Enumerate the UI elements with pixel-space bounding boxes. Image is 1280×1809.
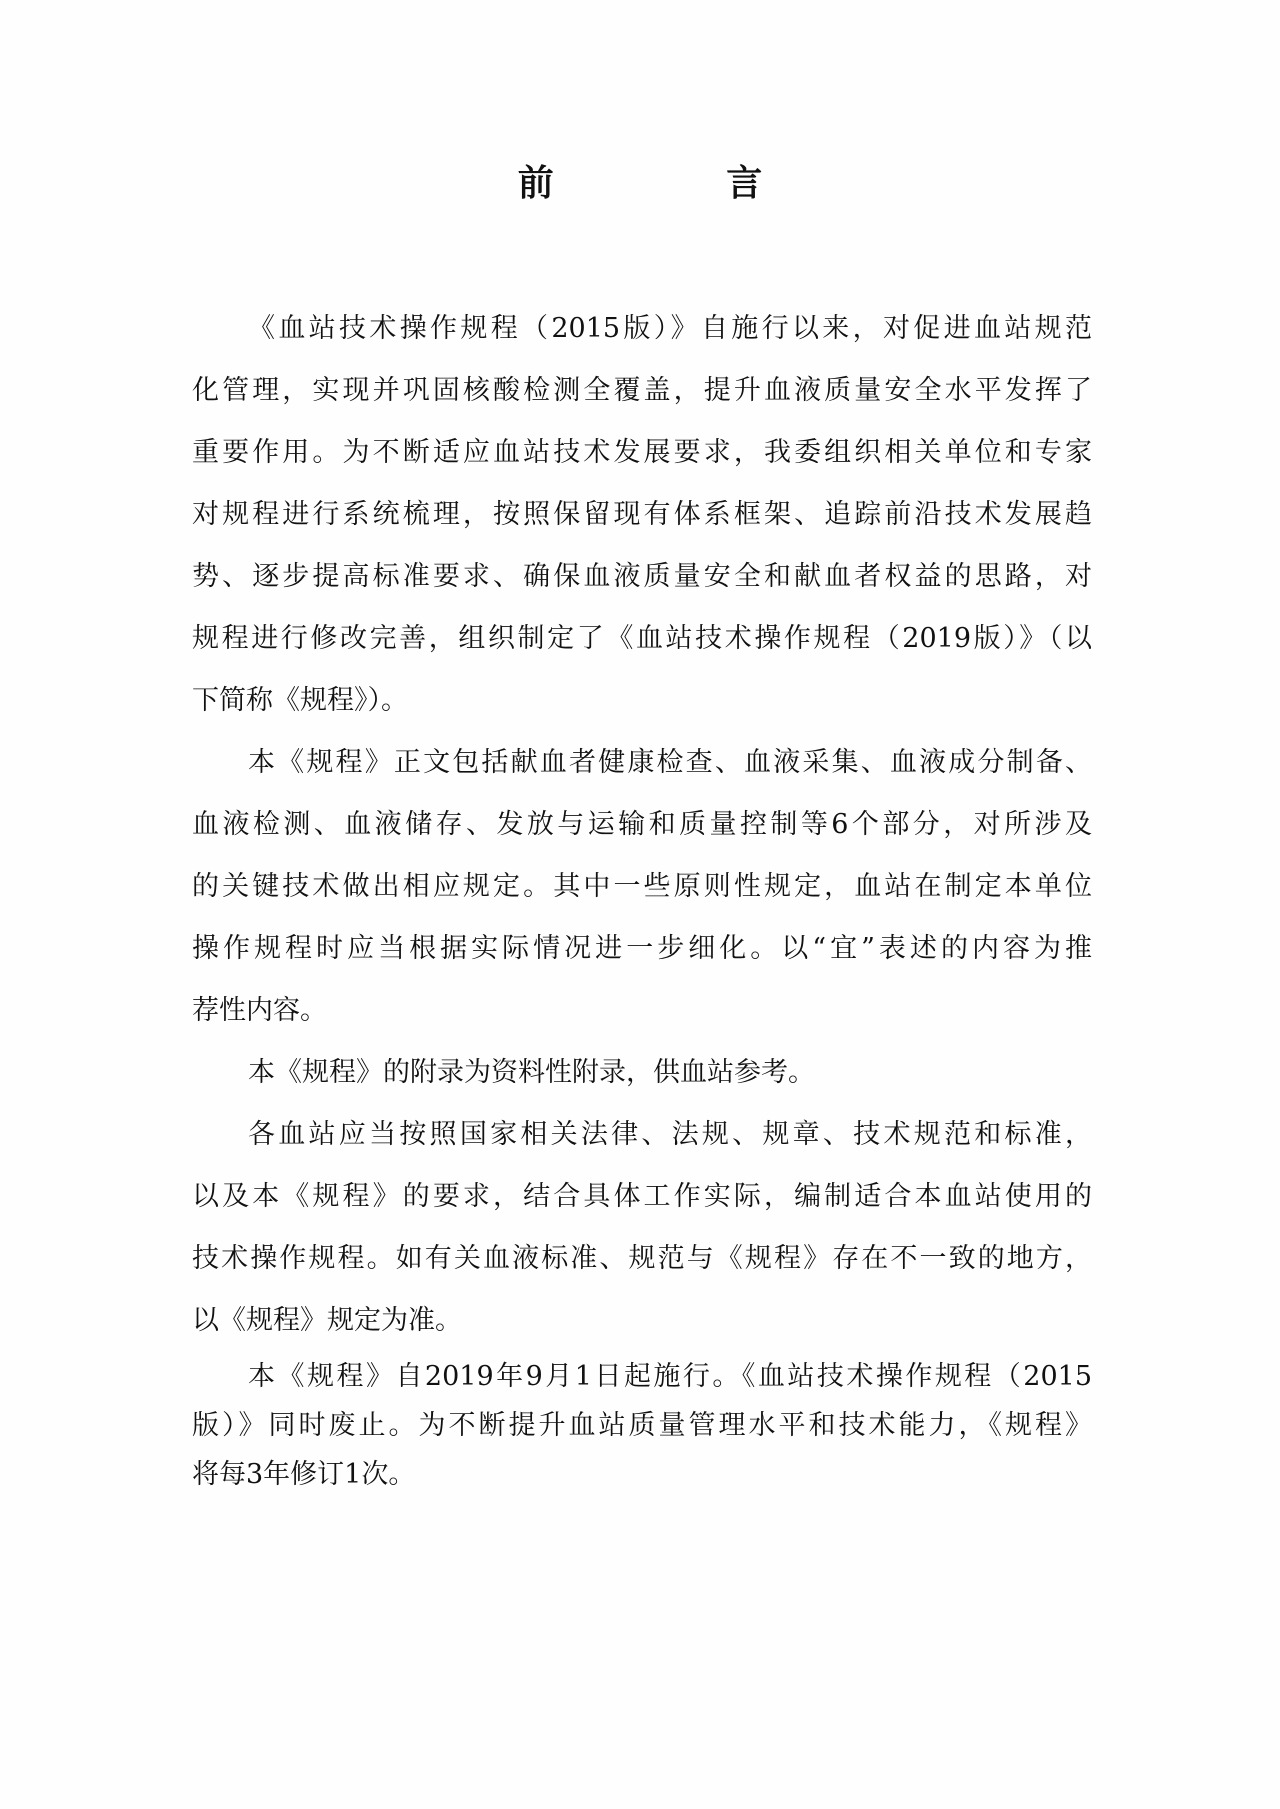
- paragraph-line: 技术操作规程。如有关血液标准、规范与《规程》存在不一致的地方，: [192, 1243, 1092, 1274]
- paragraph-5: [192, 1352, 1092, 1499]
- document-body: [192, 298, 1092, 1499]
- paragraph-2: [192, 732, 1092, 1042]
- paragraph-line: 对规程进行系统梳理，按照保留现有体系框架、追踪前沿技术发展趋: [192, 499, 1092, 530]
- paragraph-line: 重要作用。为不断适应血站技术发展要求，我委组织相关单位和专家: [192, 437, 1092, 468]
- paragraph-line: 下简称《规程》）。: [192, 685, 408, 716]
- paragraph-line: 血液检测、血液储存、发放与运输和质量控制等6个部分，对所涉及: [192, 809, 1092, 840]
- paragraph-line: 以及本《规程》的要求，结合具体工作实际，编制适合本血站使用的: [192, 1181, 1092, 1212]
- paragraph-3: [192, 1042, 1092, 1104]
- paragraph-line: 《血站技术操作规程（2015版）》自施行以来，对促进血站规范: [248, 313, 1092, 344]
- paragraph-line: 版）》同时废止。为不断提升血站质量管理水平和技术能力，《规程》: [192, 1410, 1092, 1441]
- paragraph-line: 化管理，实现并巩固核酸检测全覆盖，提升血液质量安全水平发挥了: [192, 375, 1092, 406]
- paragraph-4: [192, 1104, 1092, 1352]
- paragraph-line: 以《规程》规定为准。: [192, 1305, 462, 1336]
- paragraph-line: 荐性内容。: [192, 995, 327, 1026]
- paragraph-line: 本《规程》正文包括献血者健康检查、血液采集、血液成分制备、: [248, 747, 1092, 778]
- paragraph-line: 本《规程》自2019年9月1日起施行。《血站技术操作规程（2015: [248, 1361, 1092, 1392]
- paragraph-line: 本《规程》的附录为资料性附录，供血站参考。: [248, 1057, 815, 1088]
- paragraph-line: 各血站应当按照国家相关法律、法规、规章、技术规范和标准，: [248, 1119, 1092, 1150]
- paragraph-line: 规程进行修改完善，组织制定了《血站技术操作规程（2019版）》（以: [192, 623, 1092, 654]
- paragraph-line: 势、逐步提高标准要求、确保血液质量安全和献血者权益的思路，对: [192, 561, 1092, 592]
- page-title: 前 言: [517, 163, 843, 204]
- paragraph-line: 将每3年修订1次。: [192, 1459, 416, 1490]
- paragraph-1: [192, 298, 1092, 732]
- paragraph-line: 的关键技术做出相应规定。其中一些原则性规定，血站在制定本单位: [192, 871, 1092, 902]
- paragraph-line: 操作规程时应当根据实际情况进一步细化。以“宜”表述的内容为推: [192, 933, 1092, 964]
